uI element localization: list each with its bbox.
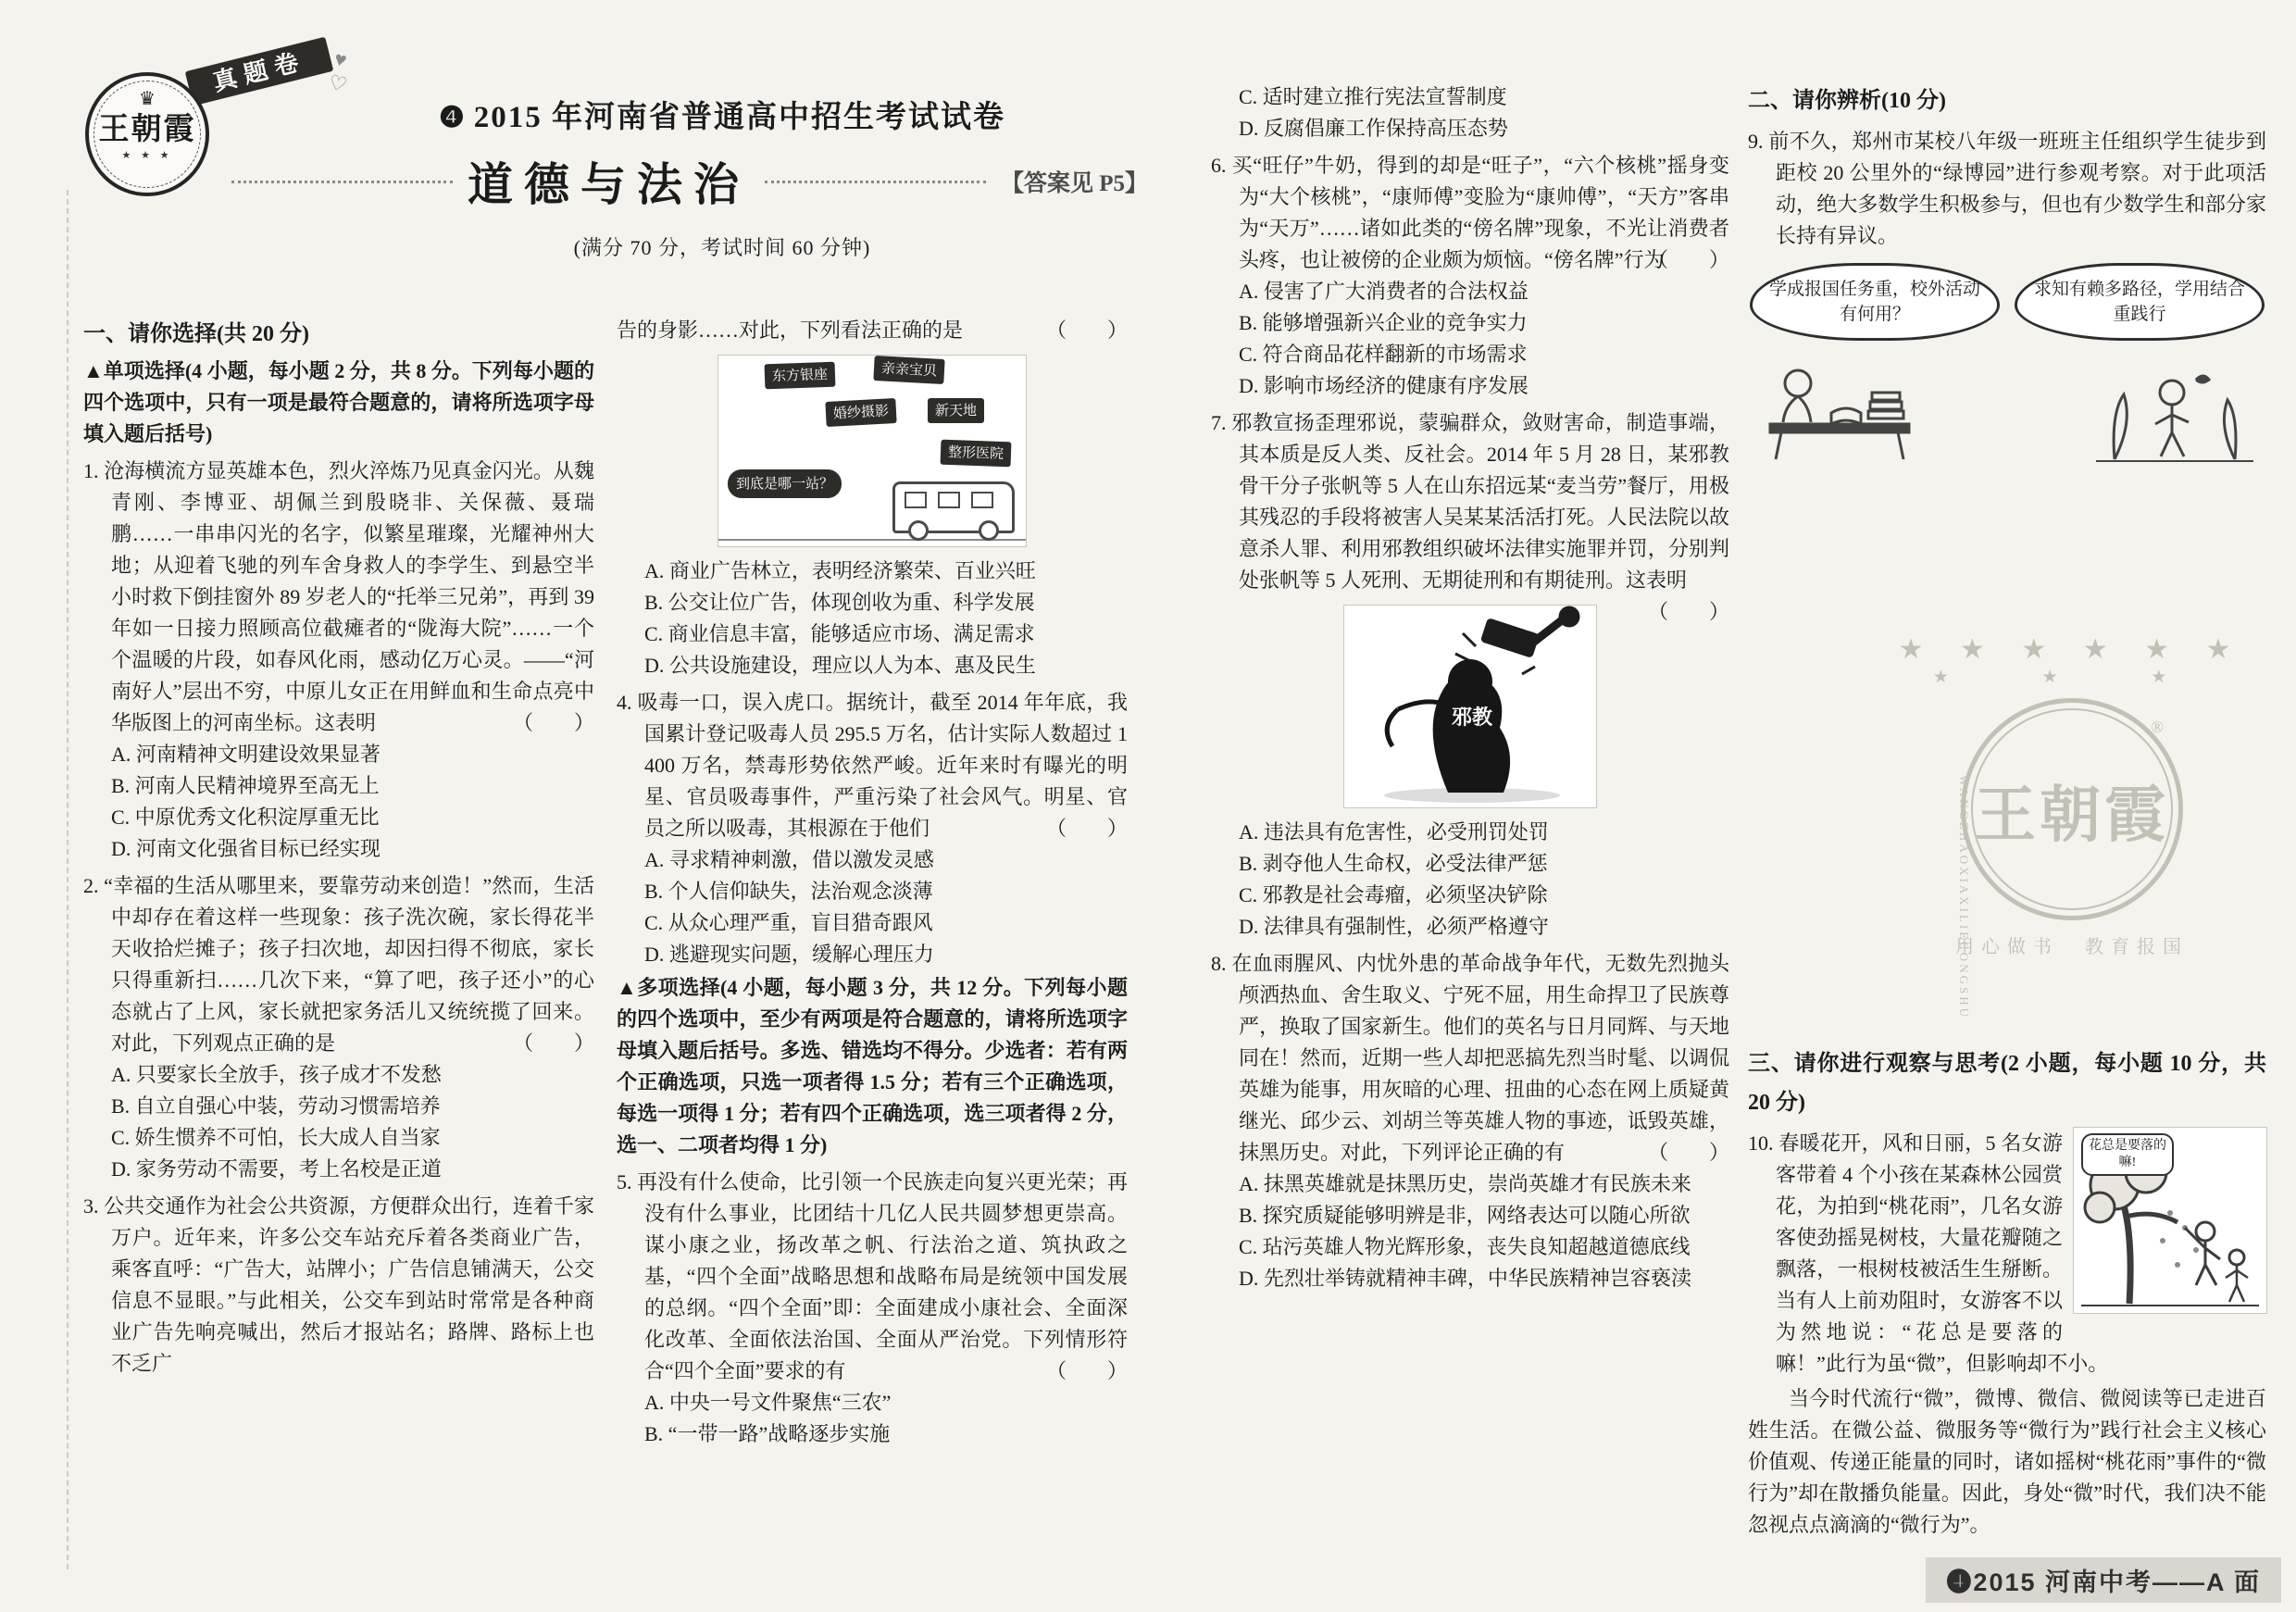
bus-window [971,492,993,508]
ribbon-banner: 真题卷 [185,37,334,106]
passenger-speech-bubble: 到底是哪一站？ [728,469,842,498]
speech-bubble-left: 学成报国任务重，校外活动有何用？ [1750,263,2000,341]
q2-option-c: C. 娇生惯养不可怕，长大成人自当家 [111,1126,441,1149]
billboard-sign: 新天地 [928,398,984,423]
billboard-sign: 整形医院 [941,440,1012,468]
answer-bracket: （ ） [1045,319,1128,342]
speech-bubble-right: 求知有赖多路径，学用结合重践行 [2015,263,2265,341]
q9-illustrations [1748,348,2266,464]
answer-bracket: （ ） [1045,817,1128,840]
bus-illustration [892,481,1015,533]
watermark-slogan: 用心做书 教育报国 [1955,937,2189,957]
exam-title [296,44,1148,136]
q4-option-d: D. 逃避现实问题，缓解心理压力 [644,943,934,966]
exam-number-badge: ❹ [438,101,467,133]
answer-bracket: （ ） [512,711,594,734]
q6-option-c: C. 符合商品花样翻新的市场需求 [1239,343,1528,366]
q3-option-c: C. 商业信息丰富，能够适应市场、满足需求 [644,622,1035,645]
column-2 [617,315,1128,1450]
q7-option-a: A. 违法具有危害性，必受刑罚处罚 [1239,820,1549,843]
q1-option-a: A. 河南精神文明建设效果显著 [111,743,381,766]
section3-title: 三、请你进行观察与思考(2 小题，每小题 10 分，共 20 分) [1748,1052,2266,1115]
publisher-seal [85,72,209,196]
q2-option-a: A. 只要家长全放手，孩子成才不发愁 [111,1063,442,1086]
column-4-upper [1748,81,2266,464]
answer-bracket: （ ） [1647,248,1729,271]
exam-meta: (满分 70 分，考试时间 60 分钟) [573,236,871,259]
q9-stem: 9. 前不久，郑州市某校八年级一班班主任组织学生徒步到距校 20 公里外的“绿博园”进行参观考察。对于此项活动，绝大多数学生积极参与，但也有少数学生和部分家长持有异议。 [1748,130,2266,247]
column-1 [83,315,594,1380]
cult-figure [1387,659,1510,793]
road-line [718,539,1026,541]
q3-stem-part1: 3. 公共交通作为社会公共资源，方便群众出行，连着千家万户。近年来，许多公交车站充斥着各类商业广告，乘客直呼：“广告大，站牌小；广告信息铺满天，公交信息不显眼。”与此相关，公交车到站时常常是各种商业广告先响亮喊出，然后才报站名；路牌、路标上也不乏广 [83,1194,594,1375]
billboard-sign: 东方银座 [765,362,836,390]
section1-title: 一、请你选择(共 20 分) [83,322,309,346]
q6-stem: 6. 买“旺仔”牛奶，得到的却是“旺子”，“六个核桃”摇身变为“大个核桃”，“康师傅”变脸为“康帅傅”，“天方”客串为“天万”……诸如此类的“傍名牌”现象，不光让消费者头疼，也让被傍的企业颇为烦恼。“傍名牌”行为 （ ） [1211,150,1729,276]
seal-brand-name: 王朝霞 [98,113,196,146]
star-icons: ★ ★ ★ [121,150,173,161]
answer-bracket: （ ） [1647,600,1729,623]
exam-title-text: 2015 年河南省普通高中招生考试试卷 [473,101,1006,134]
publisher-watermark [1868,633,2276,1019]
q5-stem: 5. 再没有什么使命，比引领一个民族走向复兴更光荣；再没有什么事业，比团结十几亿人民共圆梦想更崇高。谋小康之业，扬改革之帆、行法治之道、筑执政之基，“四个全面”战略思想和战略布局是统领中国发展的总纲。“四个全面”即：全面建成小康社会、全面深化改革、全面依法治国、全面从严治党。下列情形符合“四个全面”要求的有 （ ） [617,1167,1128,1387]
section2-title: 二、请你辨析(10 分) [1748,89,1946,113]
q10-paragraph-1: 10. 春暖花开，风和日丽，5 名女游客带着 4 个小孩在某森林公园赏花，为拍到“桃花雨”，几名女游客使劲摇晃树枝，大量花瓣随之飘落，一根树枝被活生生掰断。当有人上前劝阻时，女游客不以为然地说：“花总是要落的嘛！”此行为虽“微”，但影响却不小。 [1748,1131,2109,1375]
bus-window [905,492,927,508]
crown-icon: ♛ [139,89,156,109]
q1-stem: 1. 沧海横流方显英雄本色，烈火淬炼乃见真金闪光。从魏青刚、李博亚、胡佩兰到殷晓非、关保薇、聂瑞鹏……一串串闪光的名字，似繁星璀璨，光耀神州大地；从迎着飞驰的列车舍身救人的李学生、到悬空半小时救下倒挂窗外 89 岁老人的“托举三兄弟”，再到 39 年如一日接力照顾高位截瘫者的“陇海大院”……一个个温暖的片段，如春风化雨，感动亿万心灵。——“河南好人”层出不穷，中原儿女正在用鲜血和生命点亮中华版图上的河南坐标。这表明 （ ） [83,456,594,739]
q2-option-d: D. 家务劳动不需要，考上名校是正道 [111,1157,442,1181]
publisher-logo [83,44,350,220]
multi-choice-note: ▲多项选择(4 小题，每小题 3 分，共 12 分。下列每小题的四个选项中，至少有两项是符合题意的，请将所选项字母填入题后括号。多选、错选均不得分。少选者：若有两个正确选项，只选一项者得 1.5 分；若有三个正确选项，每选一项得 1 分；若有四个正确选项，选三项者得 2 分，选一、二项者均得 1 分) [617,976,1128,1156]
page-fold-line [67,190,69,1569]
q9-speech-bubbles [1750,263,2265,341]
watermark-brand-name: 王朝霞 [1975,781,2169,850]
q1-option-c: C. 中原优秀文化积淀厚重无比 [111,806,380,829]
q8-option-d: D. 先烈壮举铸就精神丰碑，中华民族精神岂容亵渎 [1239,1267,1691,1290]
q2-option-b: B. 自立自强心中装，劳动习惯需培养 [111,1094,441,1118]
dotted-rule-right [765,181,986,183]
bus-window [938,492,960,508]
q7-stem: 7. 邪教宣扬歪理邪说，蒙骗群众，敛财害命，制造事端，其本质是反人类、反社会。2014 年 5 月 28 日，某邪教骨干分子张帆等 5 人在山东招远某“麦当劳”餐厅，用极其残忍的手段将被害人吴某某活活打死。人民法院以故意杀人罪、利用邪教组织破坏法律实施罪并罚，分别判处张帆等 5 人死刑、无期徒刑和有期徒刑。这表明 （ ） [1211,407,1729,596]
billboard-collage-figure [718,356,1026,546]
answer-bracket: （ ） [512,1031,594,1055]
tourist-speech-bubble: 花总是要落的嘛! [2081,1133,2174,1176]
q2-stem: 2. “幸福的生活从哪里来，要靠劳动来创造！”然而，生活中却存在着这样一些现象：孩子洗次碗，家长得花半天收拾烂摊子；孩子扫次地，却因扫得不彻底，家长只得重新扫……几次下来，“算了吧，孩子还小”的心态就占了上风，家长就把家务活儿又统统揽了回来。对此，下列观点正确的是 （ ） [83,870,594,1059]
q3-option-b: B. 公交让位广告，体现创收为重、科学发展 [644,591,1035,614]
outdoor-student-illustration [2087,348,2263,464]
column-4-lower [1748,1044,2266,1541]
billboard-sign: 婚纱摄影 [825,398,896,427]
q4-stem: 4. 吸毒一口，误入虎口。据统计，截至 2014 年年底，我国累计登记吸毒人员 295.5 万名，估计实际人数超过 1 400 万名，禁毒形势依然严峻。近年来时有曝光的明星、官员吸毒事件，严重污染了社会风气。明星、官员之所以吸毒，其根源在于他们 （ ） [617,687,1128,844]
star-icons: ★ ★ ★ ★ ★ ★ [1898,634,2246,665]
q4-option-c: C. 从众心理严重，盲目猎奇跟风 [644,911,933,934]
q8-option-b: B. 探究质疑能够明辨是非，网络表达可以随心所欲 [1239,1204,1691,1227]
watermark-side-text: WANGZHAOXIAXILIECONGSHU [1957,775,1971,1019]
q1-option-b: B. 河南人民精神境界至高无上 [111,774,380,797]
q3-stem-part2: 告的身影……对此，下列看法正确的是 （ ） [617,315,1128,346]
answer-bracket: （ ） [1647,1141,1729,1164]
studying-student-illustration [1752,348,1928,464]
heart-icon: ♥ ♡ [326,46,350,97]
q6-option-b: B. 能够增强新兴企业的竞争实力 [1239,311,1528,334]
q4-option-b: B. 个人信仰缺失，法治观念淡薄 [644,880,933,903]
subject-row [231,149,1148,214]
cult-label: 邪教 [1451,706,1493,729]
q5-option-c: C. 适时建立推行宪法宣誓制度 [1239,85,1507,108]
tree-shaking-figure [2074,1128,2266,1313]
billboard-sign: 亲亲宝贝 [873,356,944,384]
q5-option-d: D. 反腐倡廉工作保持高压态势 [1239,117,1508,140]
q5-option-b: B. “一带一路”战略逐步实施 [644,1422,891,1445]
q3-option-a: A. 商业广告林立，表明经济繁荣、百业兴旺 [644,559,1036,582]
q7-option-d: D. 法律具有强制性，必须严格遵守 [1239,915,1549,938]
answer-reference: 【答案见 P5】 [1000,171,1149,196]
registered-trademark-icon: ® [2151,718,2164,736]
q5-option-a: A. 中央一号文件聚焦“三农” [644,1391,892,1414]
answer-bracket: （ ） [1045,1359,1128,1382]
subject-title: 道德与法治 [467,160,750,210]
cult-illustration-svg [1344,606,1596,807]
q7-option-b: B. 剥夺他人生命权，必受法律严惩 [1239,852,1548,875]
star-icons: ★ ★ ★ [1932,668,2212,687]
q10-paragraph-2: 当今时代流行“微”，微博、微信、微阅读等已走进百姓生活。在微公益、微服务等“微行为”践行社会主义核心价值观、传递正能量的同时，诸如摇树“桃花雨”事件的“微行为”却在散播负能量。因此，身处“微”时代，我们决不能忽视点点滴滴的“微行为”。 [1748,1387,2266,1536]
cult-smash-figure [1344,606,1596,807]
q6-option-d: D. 影响市场经济的健康有序发展 [1239,374,1529,397]
q4-option-a: A. 寻求精神刺激，借以激发灵感 [644,848,934,871]
q8-option-c: C. 玷污英雄人物光辉形象，丧失良知超越道德底线 [1239,1235,1691,1258]
page-footer-label: ❹2015 河南中考——A 面 [1926,1557,2281,1603]
column-3 [1211,81,1729,1294]
q8-option-a: A. 抹黑英雄就是抹黑历史，崇尚英雄才有民族未来 [1239,1172,1691,1195]
q6-option-a: A. 侵害了广大消费者的合法权益 [1239,280,1529,303]
paper-header [83,44,1148,261]
q8-stem: 8. 在血雨腥风、内忧外患的革命战争年代，无数先烈抛头颅洒热血、舍生取义、宁死不屈，用生命捍卫了民族尊严，换取了国家新生。他们的英名与日月同辉、与天地同在！然而，近期一些人却把恶搞先烈当时髦、以调侃英雄为能事，用灰暗的心理、扭曲的心态在网上质疑黄继光、邱少云、刘胡兰等英雄人物的事迹，诋毁英雄，抹黑历史。对此，下列评论正确的有 （ ） [1211,948,1729,1168]
q7-option-c: C. 邪教是社会毒瘤，必须坚决铲除 [1239,883,1548,906]
single-choice-note: ▲单项选择(4 小题，每小题 2 分，共 8 分。下列每小题的四个选项中，只有一项是最符合题意的，请将所选项字母填入题后括号) [83,359,594,445]
q1-option-d: D. 河南文化强省目标已经实现 [111,837,381,860]
q3-option-d: D. 公共设施建设，理应以人为本、惠及民生 [644,654,1036,677]
